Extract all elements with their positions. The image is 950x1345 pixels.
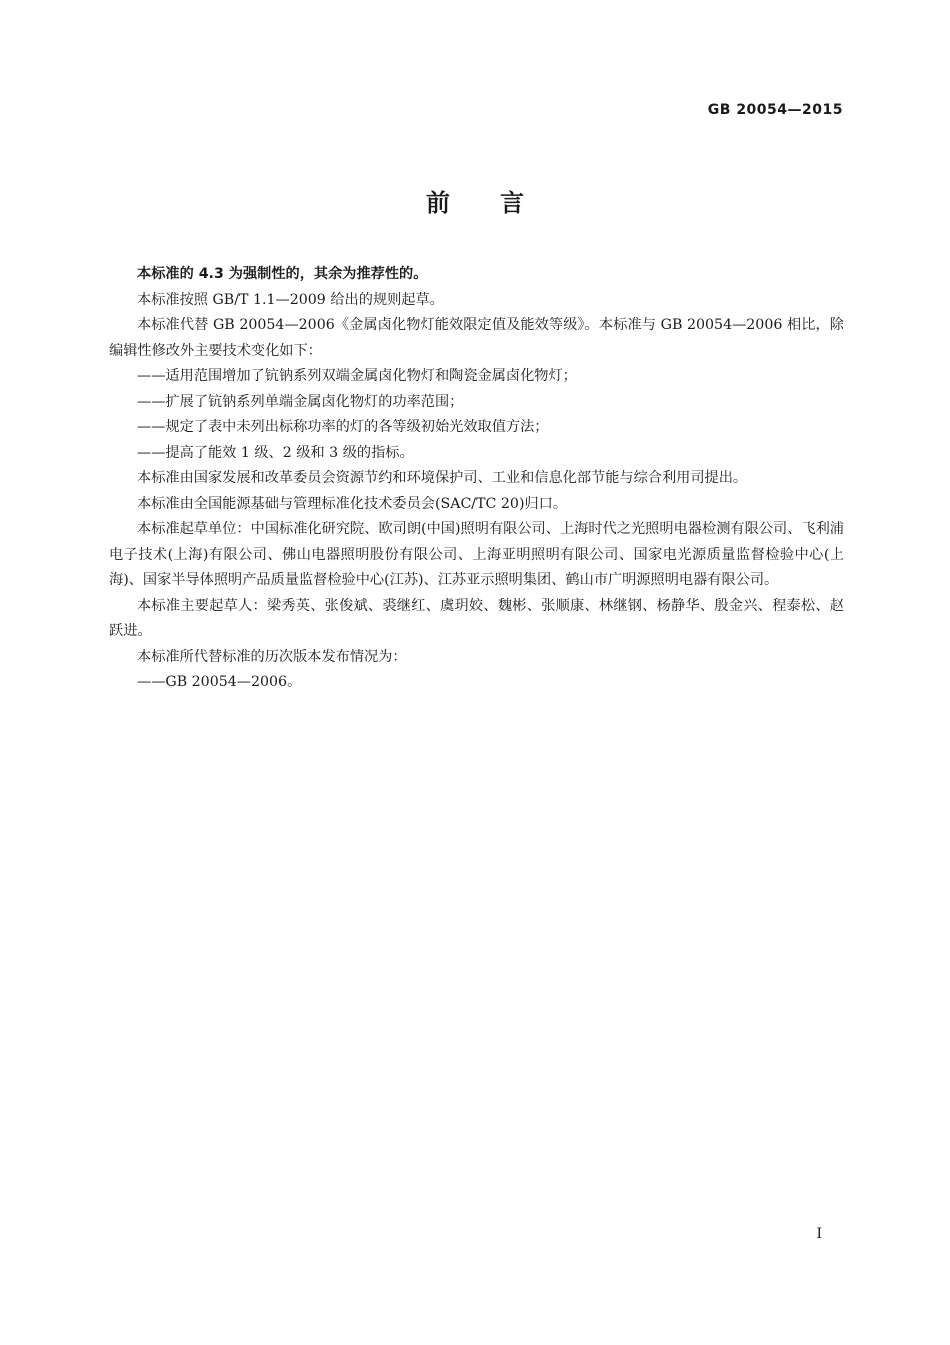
paragraph-history-item: ——GB 20054—2006。 <box>137 674 302 690</box>
paragraph-proposer: 本标准由国家发展和改革委员会资源节约和环境保护司、工业和信息化部节能与综合利用司提出。 <box>137 470 748 486</box>
paragraph-replacement: 本标准代替 GB 20054—2006《金属卤化物灯能效限定值及能效等级》。本标准与 GB 20054—2006 相比，除编辑性修改外主要技术变化如下： <box>109 317 844 359</box>
page-title: 前言 <box>426 189 574 217</box>
paragraph-drafting-units: 本标准起草单位：中国标准化研究院、欧司朗(中国)照明有限公司、上海时代之光照明电器检测有限公司、飞利浦电子技术(上海)有限公司、佛山电器照明股份有限公司、上海亚明照明有限公司、国家电光源质量监督检验中心(上海)、国家半导体照明产品质量监督检验中心(江苏)、江苏亚示照明集团、鹤山市广明源照明电器有限公司。 <box>109 521 844 588</box>
paragraph-change-item: ——提高了能效 1 级、2 级和 3 级的指标。 <box>137 444 414 461</box>
paragraph-change-item: ——规定了表中未列出标称功率的灯的各等级初始光效取值方法； <box>137 419 549 435</box>
paragraph-mandatory-clause: 本标准的 4.3 为强制性的，其余为推荐性的。 <box>137 266 428 282</box>
paragraph-change-item: ——适用范围增加了钪钠系列双端金属卤化物灯和陶瓷金属卤化物灯； <box>137 368 577 384</box>
paragraph-drafting-rules: 本标准按照 GB/T 1.1—2009 给出的规则起草。 <box>137 291 444 308</box>
page-number: I <box>816 1226 822 1242</box>
foreword-body <box>109 262 844 696</box>
paragraph-committee: 本标准由全国能源基础与管理标准化技术委员会(SAC/TC 20)归口。 <box>137 495 568 512</box>
standard-code: GB 20054—2015 <box>707 102 843 118</box>
paragraph-change-item: ——扩展了钪钠系列单端金属卤化物灯的功率范围； <box>137 393 464 410</box>
paragraph-history-intro: 本标准所代替标准的历次版本发布情况为： <box>137 648 407 665</box>
paragraph-drafters: 本标准主要起草人：梁秀英、张俊斌、裘继红、虞玥姣、魏彬、张顺康、林继钢、杨静华、殷金兴、程泰松、赵跃进。 <box>109 597 844 639</box>
